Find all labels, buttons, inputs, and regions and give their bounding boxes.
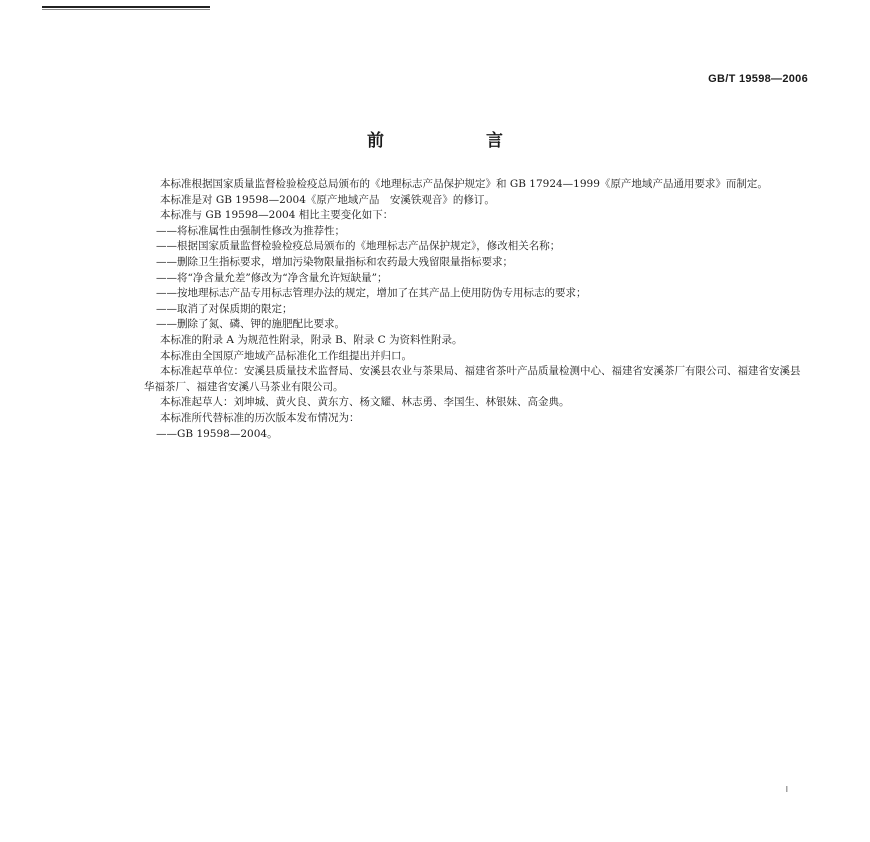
change-item: ——取消了对保质期的限定； <box>156 302 293 315</box>
intro-paragraph: 本标准根据国家质量监督检验检疫总局颁布的《地理标志产品保护规定》和 GB 17924—1999《原产地域产品通用要求》而制定。 <box>160 178 768 190</box>
change-item: ——删除卫生指标要求，增加污染物限量指标和农药最大残留限量指标要求； <box>156 255 513 268</box>
history-intro: 本标准所代替标准的历次版本发布情况为： <box>160 411 360 424</box>
change-item: ——按地理标志产品专用标志管理办法的规定，增加了在其产品上使用防伪专用标志的要求； <box>156 287 587 300</box>
change-item: ——将“净含量允差”修改为“净含量允许短缺量”； <box>156 271 388 284</box>
history-item: ——GB 19598—2004。 <box>156 427 278 440</box>
drafters-paragraph: 本标准起草人：刘坤城、黄火良、黄东方、杨文耀、林志勇、李国生、林银妹、高金典。 <box>160 396 570 409</box>
drafting-units-paragraph: 本标准起草单位：安溪县质量技术监督局、安溪县农业与茶果局、福建省茶叶产品质量检测中心、福建省安溪茶厂有限公司、福建省安溪县华福茶厂、福建省安溪八马茶业有限公司。 <box>144 365 801 393</box>
revision-paragraph: 本标准是对 GB 19598—2004《原产地域产品 安溪铁观音》的修订。 <box>160 193 495 206</box>
page-title: 前 言 <box>367 131 551 151</box>
page-number: I <box>785 785 788 794</box>
appendix-paragraph: 本标准的附录 A 为规范性附录，附录 B、附录 C 为资料性附录。 <box>160 333 463 346</box>
change-item: ——删除了氮、磷、钾的施肥配比要求。 <box>156 318 345 331</box>
header-rule-thin <box>42 9 210 10</box>
proposer-paragraph: 本标准由全国原产地域产品标准化工作组提出并归口。 <box>160 349 412 362</box>
foreword-body <box>144 177 804 442</box>
change-item: ——根据国家质量监督检验检疫总局颁布的《地理标志产品保护规定》，修改相关名称； <box>156 240 561 253</box>
changes-intro: 本标准与 GB 19598—2004 相比主要变化如下： <box>160 209 394 222</box>
standard-code: GB/T 19598—2006 <box>708 73 808 85</box>
header-rule <box>42 6 210 8</box>
change-item: ——将标准属性由强制性修改为推荐性； <box>156 224 345 237</box>
